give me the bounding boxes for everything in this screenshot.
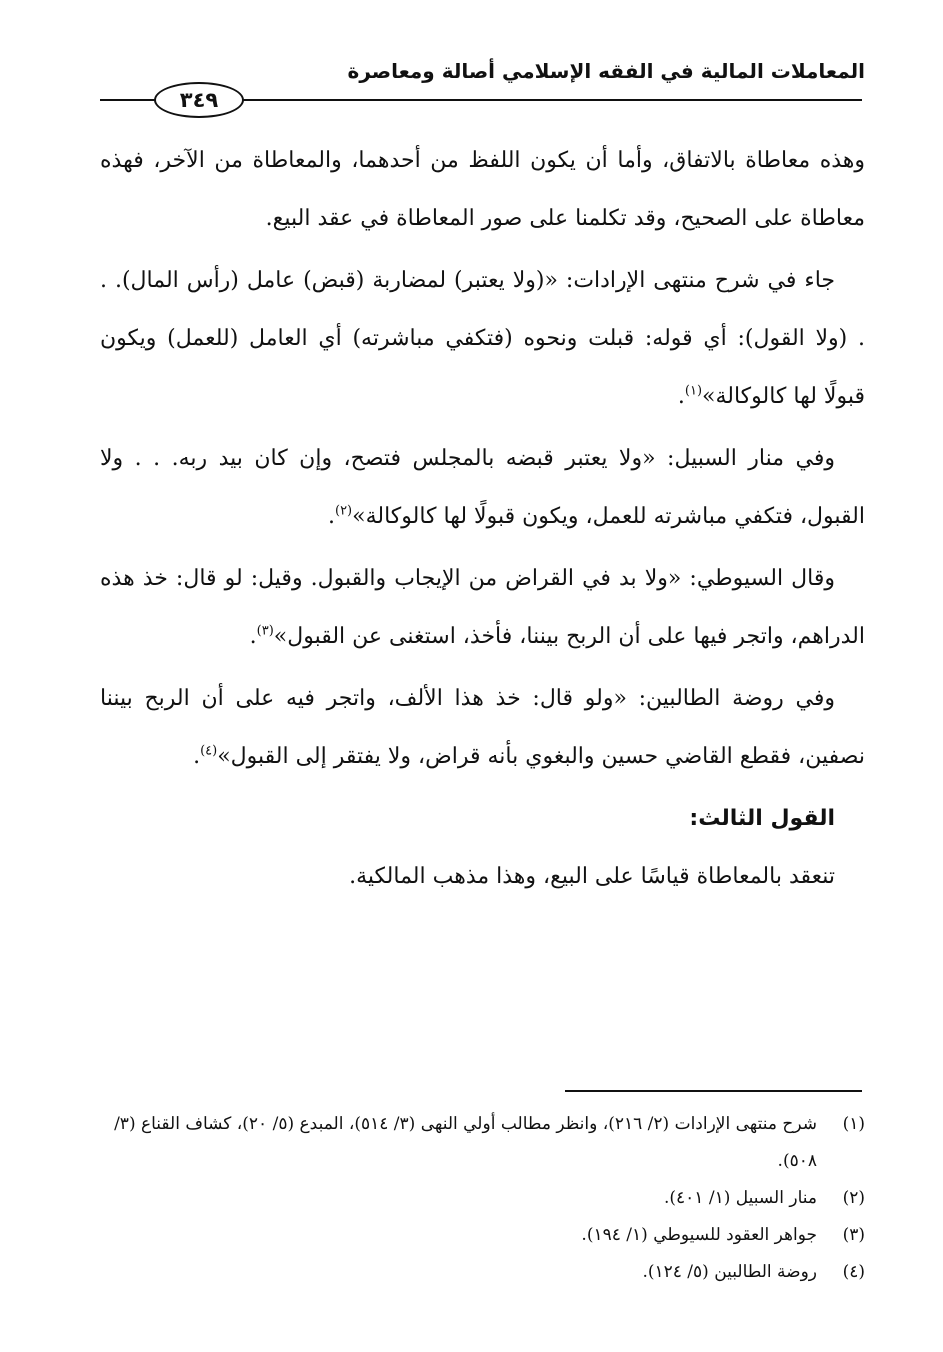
paragraph-text: وفي روضة الطالبين: «ولو قال: خذ هذا الألف، واتجر فيه على أن الربح بيننا نصفين، فقطع القاضي حسين والبغوي بأنه قراض، ولا يفتقر إلى القبول»: [100, 686, 865, 769]
paragraph: جاء في شرح منتهى الإرادات: «(ولا يعتبر) لمضاربة (قبض) عامل (رأس المال). . . (ولا القول): أي قوله: قبلت ونحوه (فتكفي مباشرته) أي العامل (للعمل) ويكون قبولًا لها كالوكالة»$^{(١)}$.: [100, 268, 865, 409]
running-title: المعاملات المالية في الفقه الإسلامي أصالة ومعاصرة: [347, 59, 865, 83]
paragraph: وفي روضة الطالبين: «ولو قال: خذ هذا الألف، واتجر فيه على أن الربح بيننا نصفين، فقطع القاضي حسين والبغوي بأنه قراض، ولا يفتقر إلى القبول»$^{(٤)}$.: [100, 686, 865, 769]
section-heading: القول الثالث:: [689, 806, 835, 831]
footnote-text: شرح منتهى الإرادات (٢/ ٢١٦)، وانظر مطالب أولي النهى (٣/ ٥١٤)، المبدع (٥/ ٢٠)، كشاف القناع (٣/ ٥٠٨).: [114, 1114, 817, 1171]
paragraph-text: تنعقد بالمعاطاة قياسًا على البيع، وهذا مذهب المالكية.: [349, 864, 835, 889]
footnote-ref[interactable]: (٤): [200, 743, 218, 759]
paragraph: وفي منار السبيل: «ولا يعتبر قبضه بالمجلس فتصح، وإن كان بيد ربه. . . ولا القبول، فتكفي مباشرته للعمل، ويكون قبولًا لها كالوكالة»$^{(٢)}$.: [100, 446, 865, 529]
footnote-ref[interactable]: (٢): [334, 503, 353, 519]
paragraph-text: جاء في شرح منتهى الإرادات: «(ولا يعتبر) لمضاربة (قبض) عامل (رأس المال). . . (ولا القول): أي قوله: قبلت ونحوه (فتكفي مباشرته) أي العامل (للعمل) ويكون قبولًا لها كالوكالة»: [100, 268, 865, 409]
footnotes: [100, 1106, 865, 1291]
footnote: [100, 1180, 865, 1217]
footnote: [100, 1217, 865, 1254]
footnote-text: روضة الطالبين (٥/ ١٢٤).: [642, 1262, 817, 1282]
paragraph-text: وفي منار السبيل: «ولا يعتبر قبضه بالمجلس فتصح، وإن كان بيد ربه. . . ولا القبول، فتكفي مباشرته للعمل، ويكون قبولًا لها كالوكالة»: [100, 446, 865, 529]
page-number: ٣٤٩: [154, 82, 244, 118]
main-text: [100, 132, 865, 910]
footnote-number: (٢): [842, 1188, 865, 1208]
footnote-number: (١): [842, 1114, 865, 1134]
paragraph: [100, 132, 865, 248]
paragraph-text: وهذه معاطاة بالاتفاق، وأما أن يكون اللفظ من أحدهما، والمعاطاة من الآخر، فهذه معاطاة على الصحيح، وقد تكلمنا على صور المعاطاة في عقد البيع.: [100, 148, 865, 231]
footnote-text: جواهر العقود للسيوطي (١/ ١٩٤).: [581, 1225, 817, 1245]
footnote: [100, 1106, 865, 1180]
footnote-number: (٣): [842, 1225, 865, 1245]
footnote-number: (٤): [842, 1262, 865, 1282]
footnote: [100, 1254, 865, 1291]
paragraph: وقال السيوطي: «ولا بد في القراض من الإيجاب والقبول. وقيل: لو قال: خذ هذه الدراهم، واتجر فيها على أن الربح بيننا، فأخذ، استغنى عن القبول»$^{(٣)}$.: [100, 566, 865, 649]
footnote-ref[interactable]: (١): [684, 383, 703, 399]
footnote-rule: [565, 1090, 862, 1092]
paragraph: [100, 848, 865, 906]
paragraph-text: وقال السيوطي: «ولا بد في القراض من الإيجاب والقبول. وقيل: لو قال: خذ هذه الدراهم، واتجر فيها على أن الربح بيننا، فأخذ، استغنى عن القبول»: [100, 566, 865, 649]
footnote-text: منار السبيل (١/ ٤٠١).: [663, 1188, 817, 1208]
footnote-ref[interactable]: (٣): [256, 623, 274, 639]
